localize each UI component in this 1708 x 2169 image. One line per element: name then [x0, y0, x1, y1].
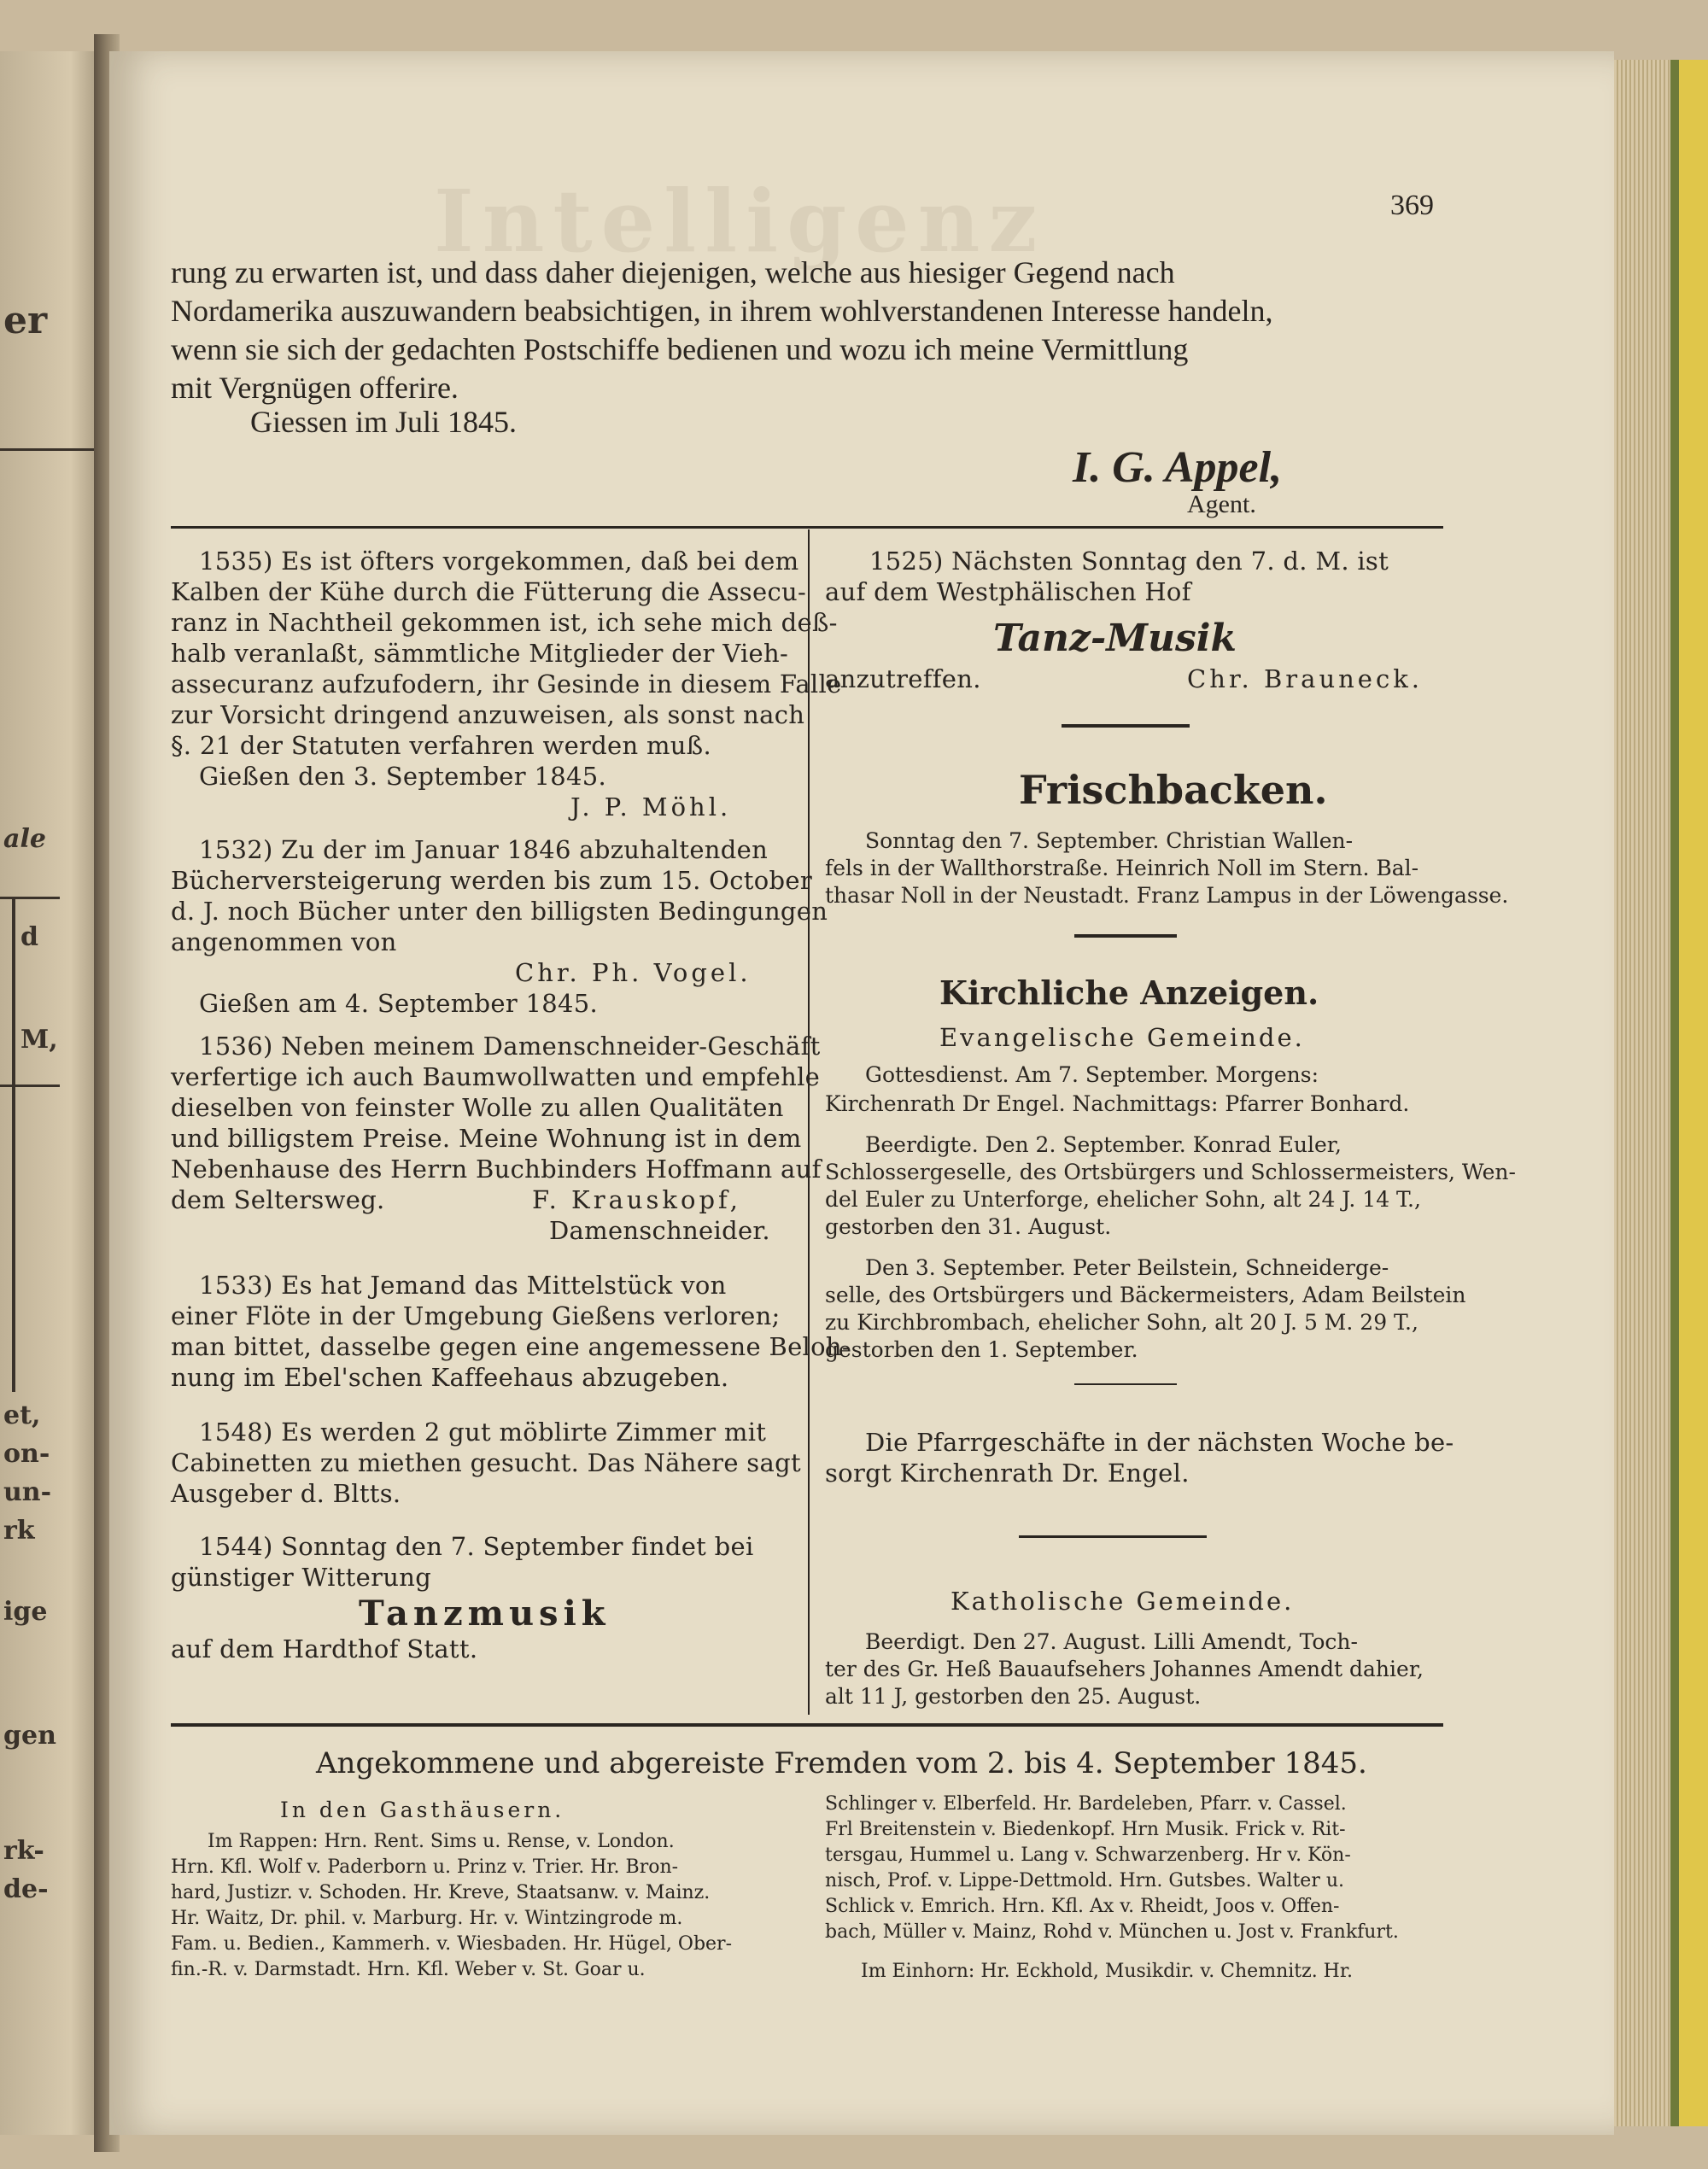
- text-line: Frl Breitenstein v. Biedenkopf. Hrn Musik. Frick v. Rit-: [825, 1819, 1346, 1840]
- ad-signature: F. Krauskopf,: [532, 1185, 741, 1214]
- edge-cover: [1679, 60, 1708, 2126]
- ad-line: 1535) Es ist öfters vorgekommen, daß bei dem: [199, 547, 799, 576]
- ad-line: verfertige ich auch Baumwollwatten und empfehle: [171, 1062, 821, 1091]
- ad-line: 1536) Neben meinem Damenschneider-Geschäft: [199, 1032, 821, 1061]
- text-line: Die Pfarrgeschäfte in der nächsten Woche be-: [865, 1428, 1454, 1457]
- text-line: Nordamerika auszuwandern beabsichtigen, in ihrem wohlverstandenen Interesse handeln,: [171, 294, 1273, 328]
- ad-line: angenommen von: [171, 927, 397, 956]
- show-through-text: Intelligenz: [434, 171, 1046, 272]
- section-rule: [1019, 1535, 1207, 1538]
- ad-line: Gießen am 4. September 1845.: [199, 989, 599, 1018]
- left-fragment: M,: [20, 1025, 58, 1055]
- left-fragment: gen: [3, 1721, 56, 1751]
- left-box-line: [12, 897, 15, 1392]
- dateline: Giessen im Juli 1845.: [250, 405, 517, 439]
- left-fragment: ige: [3, 1597, 48, 1627]
- signature-title: Agent.: [1187, 490, 1256, 518]
- edge-band: [1670, 60, 1679, 2126]
- left-facing-page: [0, 51, 101, 2135]
- section-rule: [1074, 934, 1177, 938]
- ad-line: günstiger Witterung: [171, 1563, 432, 1592]
- text-line: bach, Müller v. Mainz, Rohd v. München u. Jost v. Frankfurt.: [825, 1921, 1399, 1943]
- section-title: Kirchliche Anzeigen.: [939, 973, 1319, 1012]
- ad-line: Gießen den 3. September 1845.: [199, 762, 606, 791]
- left-fragment: d: [20, 922, 38, 952]
- ad-line: Bücherversteigerung werden bis zum 15. October: [171, 866, 812, 895]
- section-rule: [1062, 724, 1190, 728]
- text-line: Im Rappen: Hrn. Rent. Sims u. Rense, v. London.: [208, 1831, 675, 1852]
- ad-signature: Chr. Ph. Vogel.: [515, 958, 752, 987]
- text-line: Kirchenrath Dr Engel. Nachmittags: Pfarrer Bonhard.: [825, 1091, 1410, 1116]
- column-divider: [808, 529, 810, 1715]
- ad-line: Kalben der Kühe durch die Fütterung die Assecu-: [171, 577, 807, 606]
- ad-title: Tanz-Musik: [993, 617, 1237, 660]
- text-line: tersgau, Hummel u. Lang v. Schwarzenberg. Hr v. Kön-: [825, 1845, 1351, 1866]
- left-rule: [0, 448, 94, 451]
- ad-line: zur Vorsicht dringend anzuweisen, als sonst nach: [171, 700, 805, 729]
- text-line: hard, Justizr. v. Schoden. Hr. Kreve, Staatsanw. v. Mainz.: [171, 1882, 711, 1903]
- text-line: rung zu erwarten ist, und dass daher diejenigen, welche aus hiesiger Gegend nach: [171, 255, 1175, 289]
- text-line: Gottesdienst. Am 7. September. Morgens:: [865, 1062, 1319, 1087]
- ad-line: 1533) Es hat Jemand das Mittelstück von: [199, 1271, 727, 1300]
- left-fragment: er: [3, 299, 48, 342]
- section-title: Frischbacken.: [1019, 767, 1328, 813]
- ad-line: 1548) Es werden 2 gut möblirte Zimmer mit: [199, 1418, 767, 1447]
- ad-line: anzutreffen.: [825, 664, 981, 693]
- left-fragment: rk-: [3, 1836, 44, 1866]
- ad-line: dem Seltersweg.: [171, 1185, 385, 1214]
- text-line: Schlick v. Emrich. Hrn. Kfl. Ax v. Rheidt, Joos v. Offen-: [825, 1896, 1340, 1917]
- text-line: Den 3. September. Peter Beilstein, Schneiderge-: [865, 1255, 1389, 1280]
- ad-line: und billigstem Preise. Meine Wohnung ist in dem: [171, 1124, 802, 1153]
- ad-line: man bittet, dasselbe gegen eine angemessene Beloh-: [171, 1332, 851, 1361]
- text-line: Fam. u. Bedien., Kammerh. v. Wiesbaden. Hr. Hügel, Ober-: [171, 1933, 733, 1955]
- left-fragment: de-: [3, 1874, 49, 1904]
- text-line: Im Einhorn: Hr. Eckhold, Musikdir. v. Chemnitz. Hr.: [861, 1961, 1353, 1982]
- ad-line: 1544) Sonntag den 7. September findet bei: [199, 1532, 754, 1561]
- text-line: del Euler zu Unterforge, ehelicher Sohn, alt 24 J. 14 T.,: [825, 1187, 1421, 1212]
- text-line: thasar Noll in der Neustadt. Franz Lampus in der Löwengasse.: [825, 883, 1509, 908]
- text-line: selle, des Ortsbürgers und Bäckermeisters, Adam Beilstein: [825, 1283, 1466, 1307]
- ad-line: d. J. noch Bücher unter den billigsten Bedingungen: [171, 897, 828, 926]
- left-fragment: on-: [3, 1439, 50, 1469]
- text-line: Sonntag den 7. September. Christian Wallen-: [865, 828, 1354, 853]
- left-fragment: ale: [3, 824, 46, 854]
- left-fragment: et,: [3, 1400, 41, 1430]
- subsection-title: Katholische Gemeinde.: [951, 1587, 1295, 1616]
- text-line: alt 11 J, gestorben den 25. August.: [825, 1684, 1202, 1709]
- left-fragment: rk: [3, 1516, 35, 1546]
- text-line: gestorben den 1. September.: [825, 1337, 1138, 1362]
- text-line: gestorben den 31. August.: [825, 1214, 1112, 1239]
- text-line: ter des Gr. Heß Bauaufsehers Johannes Amendt dahier,: [825, 1657, 1424, 1681]
- text-line: zu Kirchbrombach, ehelicher Sohn, alt 20 J. 5 M. 29 T.,: [825, 1310, 1418, 1335]
- text-line: Beerdigt. Den 27. August. Lilli Amendt, Toch-: [865, 1629, 1358, 1654]
- newspaper-page: [109, 51, 1614, 2135]
- text-line: Hrn. Kfl. Wolf v. Paderborn u. Prinz v. Trier. Hr. Bron-: [171, 1856, 679, 1878]
- ad-line: auf dem Hardthof Statt.: [171, 1634, 478, 1663]
- bottom-rule: [171, 1723, 1443, 1727]
- text-line: wenn sie sich der gedachten Postschiffe bedienen und wozu ich meine Vermittlung: [171, 332, 1189, 366]
- ad-signature-title: Damenschneider.: [549, 1216, 770, 1245]
- ad-line: §. 21 der Statuten verfahren werden muß.: [171, 731, 711, 760]
- text-line: Schlossergeselle, des Ortsbürgers und Schlossermeisters, Wen-: [825, 1160, 1516, 1184]
- text-line: Hr. Waitz, Dr. phil. v. Marburg. Hr. v. Wintzingrode m.: [171, 1908, 683, 1929]
- left-rule: [0, 897, 60, 899]
- ad-line: Cabinetten zu miethen gesucht. Das Nähere sagt: [171, 1448, 801, 1477]
- ad-line: dieselben von feinster Wolle zu allen Qualitäten: [171, 1093, 784, 1122]
- ad-signature: J. P. Möhl.: [570, 792, 732, 821]
- section-rule: [1074, 1383, 1177, 1385]
- text-line: sorgt Kirchenrath Dr. Engel.: [825, 1459, 1190, 1488]
- ad-line: Ausgeber d. Bltts.: [171, 1479, 401, 1508]
- ad-line: auf dem Westphälischen Hof: [825, 577, 1191, 606]
- book-page-edges: [1606, 60, 1708, 2126]
- ad-line: assecuranz aufzufodern, ihr Gesinde in diesem Falle: [171, 669, 842, 699]
- ad-line: halb veranlaßt, sämmtliche Mitglieder der Vieh-: [171, 639, 789, 668]
- page-number: 369: [1390, 190, 1434, 221]
- ad-line: ranz in Nachtheil gekommen ist, ich sehe mich deß-: [171, 608, 838, 637]
- ad-line: 1532) Zu der im Januar 1846 abzuhaltenden: [199, 835, 769, 864]
- text-line: mit Vergnügen offerire.: [171, 371, 459, 405]
- top-rule: [171, 526, 1443, 529]
- left-fragment: un-: [3, 1477, 52, 1507]
- text-line: nisch, Prof. v. Lippe-Dettmold. Hrn. Gutsbes. Walter u.: [825, 1870, 1344, 1891]
- ad-line: nung im Ebel'schen Kaffeehaus abzugeben.: [171, 1363, 729, 1392]
- text-line: Schlinger v. Elberfeld. Hr. Bardeleben, Pfarr. v. Cassel.: [825, 1793, 1347, 1815]
- ad-line: Nebenhause des Herrn Buchbinders Hoffmann auf: [171, 1155, 822, 1184]
- subsection-title: In den Gasthäusern.: [280, 1798, 565, 1822]
- ad-signature: Chr. Brauneck.: [1187, 664, 1423, 693]
- text-line: fin.-R. v. Darmstadt. Hrn. Kfl. Weber v. St. Goar u.: [171, 1959, 646, 1980]
- text-line: Beerdigte. Den 2. September. Konrad Euler,: [865, 1132, 1342, 1157]
- signature: I. G. Appel,: [1073, 443, 1283, 492]
- text-line: fels in der Wallthorstraße. Heinrich Noll im Stern. Bal-: [825, 856, 1419, 880]
- left-rule: [0, 1084, 60, 1087]
- subsection-title: Evangelische Gemeinde.: [939, 1023, 1305, 1052]
- section-title: Angekommene und abgereiste Fremden vom 2. bis 4. September 1845.: [316, 1746, 1367, 1780]
- ad-title: Tanzmusik: [359, 1593, 611, 1634]
- ad-line: einer Flöte in der Umgebung Gießens verloren;: [171, 1301, 781, 1330]
- ad-line: 1525) Nächsten Sonntag den 7. d. M. ist: [869, 547, 1389, 576]
